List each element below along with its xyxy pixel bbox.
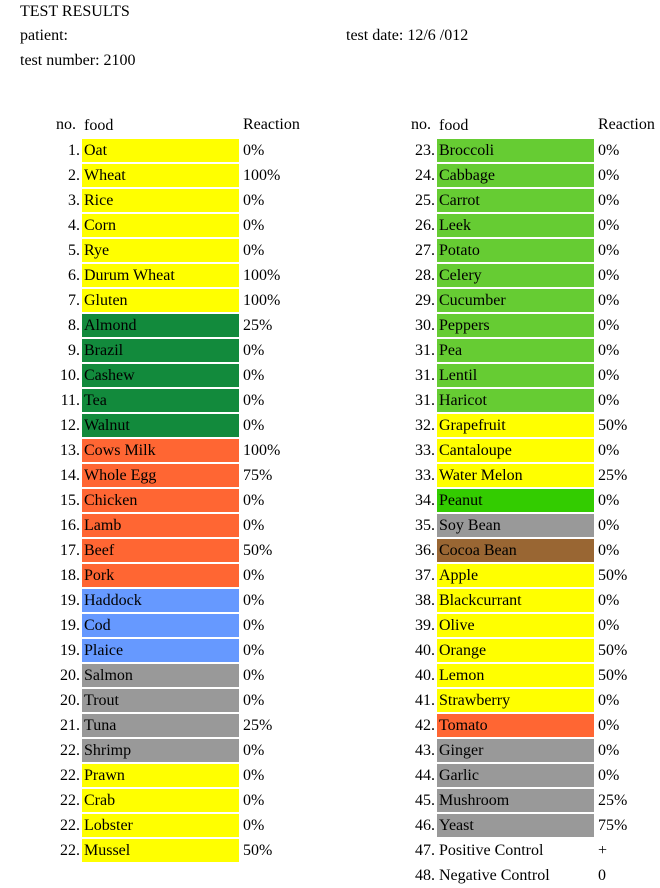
result-row [0,413,655,438]
row-number: 24. [415,166,435,184]
right-table-header [0,113,655,137]
row-number: 28. [415,266,435,284]
food-name: Rye [82,239,239,262]
reaction-value: 50% [243,541,273,559]
result-row [0,538,655,563]
row-number: 4. [68,216,80,234]
food-name: Carrot [437,189,594,212]
row-number: 31. [415,366,435,384]
reaction-value: 25% [598,791,628,809]
no-column-header: no. [56,116,76,133]
row-number: 39. [415,616,435,634]
row-number: 18. [60,566,80,584]
reaction-value: 0% [243,191,265,209]
food-name: Soy Bean [437,514,594,537]
food-name: Lemon [437,664,594,687]
result-row [0,338,655,363]
reaction-value: 0% [598,716,620,734]
row-number: 25. [415,191,435,209]
food-name: Pork [82,564,239,587]
reaction-value: 0% [598,166,620,184]
reaction-value: 25% [598,466,628,484]
reaction-value: 0% [243,491,265,509]
reaction-value: 50% [598,566,628,584]
row-number: 9. [68,341,80,359]
reaction-value: 0% [598,591,620,609]
food-name: Olive [437,614,594,637]
reaction-value: 0% [598,691,620,709]
food-name: Water Melon [437,464,594,487]
right-rows [0,138,655,888]
row-number: 44. [415,766,435,784]
row-number: 19. [60,641,80,659]
row-number: 15. [60,491,80,509]
row-number: 40. [415,666,435,684]
row-number: 29. [415,291,435,309]
reaction-value: 75% [598,816,628,834]
result-row [0,663,655,688]
reaction-value: 100% [243,291,281,309]
row-number: 30. [415,316,435,334]
reaction-value: 0% [243,741,265,759]
reaction-value: 0% [598,491,620,509]
result-row [0,563,655,588]
food-name: Haddock [82,589,239,612]
result-row [0,488,655,513]
food-column-header: food [84,116,114,134]
reaction-value: 0% [598,541,620,559]
result-row [0,263,655,288]
result-row [0,838,655,863]
food-name: Apple [437,564,594,587]
row-number: 27. [415,241,435,259]
row-number: 37. [415,566,435,584]
result-row [0,188,655,213]
reaction-value: 0% [243,641,265,659]
reaction-value: 0% [598,616,620,634]
reaction-value: 100% [243,441,281,459]
reaction-value: 0% [243,416,265,434]
food-name: Crab [82,789,239,812]
reaction-value: 0% [598,241,620,259]
reaction-value: 0% [243,666,265,684]
result-row [0,313,655,338]
food-name: Oat [82,139,239,162]
reaction-value: 0% [598,516,620,534]
reaction-value: 0% [243,616,265,634]
food-name: Yeast [437,814,594,837]
food-column-header: food [439,116,469,134]
row-number: 33. [415,466,435,484]
row-number: 17. [60,541,80,559]
reaction-value: 0% [243,341,265,359]
result-row [0,388,655,413]
reaction-value: 0% [243,216,265,234]
test-date-label: test date: 12/6 /012 [346,27,469,44]
food-name: Grapefruit [437,414,594,437]
reaction-value: 0% [598,766,620,784]
food-name: Positive Control [439,842,544,859]
food-name: Cashew [82,364,239,387]
reaction-value: 0% [598,366,620,384]
row-number: 41. [415,691,435,709]
result-row [0,463,655,488]
reaction-value: 0% [243,816,265,834]
row-number: 45. [415,791,435,809]
reaction-value: 0% [598,216,620,234]
row-number: 40. [415,641,435,659]
row-number: 22. [60,741,80,759]
row-number: 11. [60,391,80,409]
reaction-column-header: Reaction [243,116,300,133]
reaction-value: 75% [243,466,273,484]
food-name: Prawn [82,764,239,787]
patient-label: patient: [20,27,68,44]
reaction-column-header: Reaction [598,116,655,133]
reaction-value: 100% [243,166,281,184]
food-name: Whole Egg [82,464,239,487]
row-number: 47. [415,841,435,859]
result-row [0,288,655,313]
food-name: Durum Wheat [82,264,239,287]
row-number: 5. [68,241,80,259]
result-row [0,138,655,163]
row-number: 8. [68,316,80,334]
reaction-value: 0% [598,266,620,284]
food-name: Beef [82,539,239,562]
row-number: 36. [415,541,435,559]
right-results-table [0,113,655,888]
food-name: Garlic [437,764,594,787]
no-column-header: no. [411,116,431,133]
food-name: Mushroom [437,789,594,812]
row-number: 6. [68,266,80,284]
row-number: 32. [415,416,435,434]
result-row [0,438,655,463]
food-name: Lentil [437,364,594,387]
food-name: Salmon [82,664,239,687]
food-name: Peanut [437,489,594,512]
food-name: Peppers [437,314,594,337]
result-row [0,588,655,613]
row-number: 7. [68,291,80,309]
result-row [0,213,655,238]
reaction-value: 0% [598,341,620,359]
reaction-value: 0 [598,866,606,884]
reaction-value: 0% [243,141,265,159]
result-row [0,363,655,388]
row-number: 26. [415,216,435,234]
food-name: Haricot [437,389,594,412]
result-row [0,738,655,763]
food-name: Blackcurrant [437,589,594,612]
food-name: Walnut [82,414,239,437]
reaction-value: 0% [243,366,265,384]
result-row [0,638,655,663]
result-row [0,788,655,813]
row-number: 2. [68,166,80,184]
food-name: Cows Milk [82,439,239,462]
food-name: Wheat [82,164,239,187]
row-number: 46. [415,816,435,834]
food-name: Broccoli [437,139,594,162]
reaction-value: 100% [243,266,281,284]
row-number: 14. [60,466,80,484]
row-number: 31. [415,341,435,359]
row-number: 22. [60,766,80,784]
food-name: Gluten [82,289,239,312]
row-number: 33. [415,441,435,459]
result-row [0,763,655,788]
reaction-value: 0% [243,241,265,259]
row-number: 42. [415,716,435,734]
reaction-value: 0% [243,591,265,609]
food-name: Lamb [82,514,239,537]
reaction-value: 50% [598,416,628,434]
food-name: Lobster [82,814,239,837]
food-name: Chicken [82,489,239,512]
food-name: Plaice [82,639,239,662]
food-name: Potato [437,239,594,262]
row-number: 43. [415,741,435,759]
test-number-label: test number: 2100 [20,52,136,69]
result-row [0,613,655,638]
reaction-value: 0% [243,766,265,784]
result-row [0,713,655,738]
food-name: Tea [82,389,239,412]
reaction-value: 0% [598,191,620,209]
result-row [0,163,655,188]
reaction-value: 0% [598,291,620,309]
reaction-value: 50% [243,841,273,859]
row-number: 16. [60,516,80,534]
reaction-value: 50% [598,641,628,659]
reaction-value: 0% [598,316,620,334]
row-number: 13. [60,441,80,459]
reaction-value: 0% [243,691,265,709]
row-number: 22. [60,841,80,859]
row-number: 20. [60,691,80,709]
food-name: Cocoa Bean [437,539,594,562]
food-name: Cantaloupe [437,439,594,462]
food-name: Cabbage [437,164,594,187]
reaction-value: 0% [243,566,265,584]
food-name: Tuna [82,714,239,737]
result-row [0,688,655,713]
row-number: 22. [60,791,80,809]
row-number: 38. [415,591,435,609]
food-name: Negative Control [439,867,550,884]
row-number: 1. [68,141,80,159]
row-number: 31. [415,391,435,409]
row-number: 22. [60,816,80,834]
row-number: 20. [60,666,80,684]
reaction-value: 50% [598,666,628,684]
reaction-value: 25% [243,316,273,334]
row-number: 10. [60,366,80,384]
reaction-value: 0% [243,391,265,409]
food-name: Corn [82,214,239,237]
food-name: Cod [82,614,239,637]
row-number: 19. [60,616,80,634]
reaction-value: 25% [243,716,273,734]
row-number: 48. [415,866,435,884]
food-name: Almond [82,314,239,337]
food-name: Shrimp [82,739,239,762]
food-name: Tomato [437,714,594,737]
reaction-value: + [598,841,608,859]
row-number: 3. [68,191,80,209]
result-row [0,813,655,838]
food-name: Celery [437,264,594,287]
reaction-value: 0% [598,741,620,759]
reaction-value: 0% [598,441,620,459]
food-name: Cucumber [437,289,594,312]
row-number: 21. [60,716,80,734]
document-title: TEST RESULTS [20,3,130,20]
result-row [0,238,655,263]
food-name: Mussel [82,839,239,862]
food-name: Brazil [82,339,239,362]
reaction-value: 0% [598,141,620,159]
row-number: 19. [60,591,80,609]
food-name: Trout [82,689,239,712]
food-name: Rice [82,189,239,212]
reaction-value: 0% [598,391,620,409]
row-number: 12. [60,416,80,434]
food-name: Orange [437,639,594,662]
food-name: Ginger [437,739,594,762]
food-name: Leek [437,214,594,237]
result-row [0,863,655,888]
food-name: Strawberry [437,689,594,712]
row-number: 34. [415,491,435,509]
food-name: Pea [437,339,594,362]
result-row [0,513,655,538]
row-number: 35. [415,516,435,534]
reaction-value: 0% [243,791,265,809]
row-number: 23. [415,141,435,159]
reaction-value: 0% [243,516,265,534]
